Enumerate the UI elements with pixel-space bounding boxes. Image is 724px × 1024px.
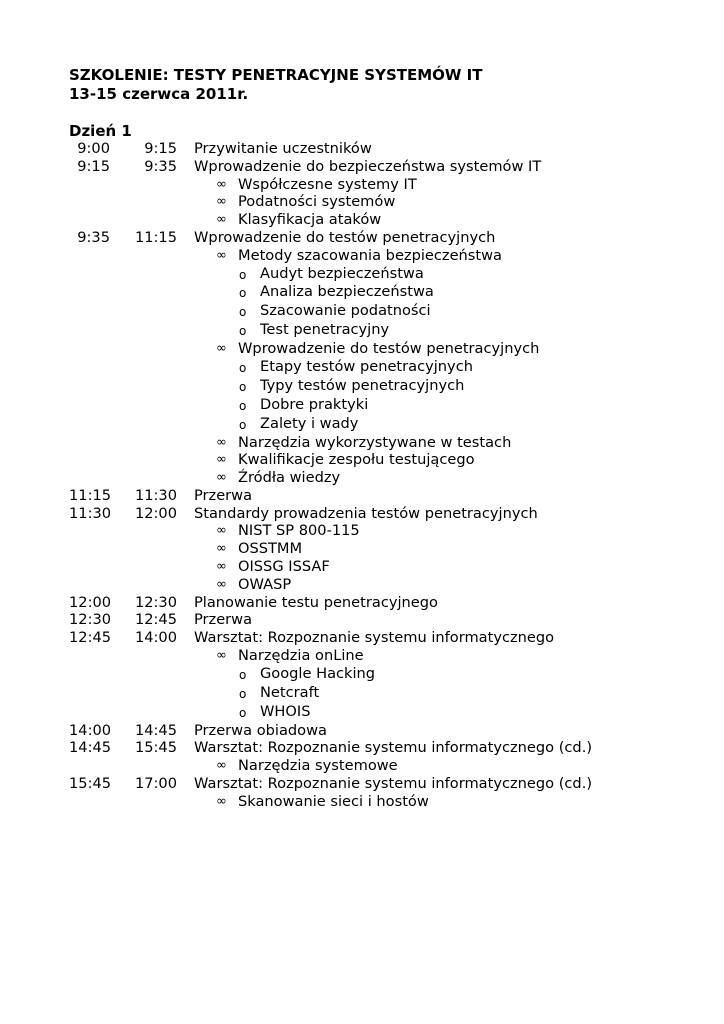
topic-list-item [69,576,689,594]
document-title: SZKOLENIE: TESTY PENETRACYJNE SYSTEMÓW IT [69,66,483,84]
subtopic-list-item [69,415,689,434]
circle-bullet-icon: o [239,305,247,320]
topic-list-item [69,558,689,576]
schedule-session-row [69,158,689,176]
topic-label: Narzędzia onLine [238,647,364,665]
topic-label: Współczesne systemy IT [238,175,417,193]
end-time: 12:45 [134,611,177,629]
end-time: 12:00 [134,504,177,522]
topic-list-item [69,522,689,540]
subtopic-label: Google Hacking [260,664,376,682]
topic-list-item [69,793,689,811]
topic-label: Podatności systemów [238,193,396,211]
subtopic-list-item [69,396,689,415]
topic-list-item [69,757,689,775]
schedule-list [69,140,689,811]
start-time: 14:00 [69,721,112,739]
subtopic-label: Szacowanie podatności [260,302,431,320]
schedule-session-row [69,505,689,523]
session-title: Przerwa obiadowa [194,721,327,739]
document-page [69,66,689,811]
session-title: Warsztat: Rozpoznanie systemu informatycznego [194,629,555,647]
start-time: 12:00 [69,593,112,611]
circle-bullet-icon: o [239,398,247,413]
infinity-bullet-icon: ∞ [216,212,227,228]
topic-list-item [69,247,689,265]
topic-label: Skanowanie sieci i hostów [238,792,429,810]
circle-bullet-icon: o [239,324,247,339]
topic-list-item [69,434,689,452]
subtopic-label: Etapy testów penetracyjnych [260,357,473,375]
session-title: Wprowadzenie do bezpieczeństwa systemów IT [194,157,542,175]
topic-label: OISSG ISSAF [238,558,330,576]
start-time: 11:15 [69,486,112,504]
circle-bullet-icon: o [239,286,247,301]
schedule-session-row [69,739,689,757]
start-time: 12:30 [69,611,112,629]
infinity-bullet-icon: ∞ [216,758,227,774]
infinity-bullet-icon: ∞ [216,434,227,450]
subtopic-label: Test penetracyjny [260,321,390,339]
schedule-session-row [69,775,689,793]
schedule-session-row [69,140,689,158]
subtopic-list-item [69,377,689,396]
subtopic-list-item [69,321,689,340]
topic-label: Narzędzia systemowe [238,757,398,775]
infinity-bullet-icon: ∞ [216,470,227,486]
topic-list-item [69,647,689,665]
topic-list-item [69,540,689,558]
infinity-bullet-icon: ∞ [216,559,227,575]
subtopic-list-item [69,358,689,377]
end-time: 14:45 [134,721,177,739]
topic-list-item [69,340,689,358]
session-title: Wprowadzenie do testów penetracyjnych [194,228,496,246]
schedule-session-row [69,629,689,647]
subtopic-label: Dobre praktyki [260,395,369,413]
schedule-session-row [69,229,689,247]
circle-bullet-icon: o [239,360,247,375]
infinity-bullet-icon: ∞ [216,523,227,539]
day-heading: Dzień 1 [69,122,132,140]
topic-list-item [69,193,689,211]
subtopic-list-item [69,665,689,684]
infinity-bullet-icon: ∞ [216,576,227,592]
topic-label: OWASP [238,575,292,593]
infinity-bullet-icon: ∞ [216,247,227,263]
topic-list-item [69,451,689,469]
subtopic-list-item [69,283,689,302]
schedule-session-row [69,487,689,505]
subtopic-label: Zalety i wady [260,414,359,432]
start-time: 9:00 [77,140,110,157]
infinity-bullet-icon: ∞ [216,793,227,809]
infinity-bullet-icon: ∞ [216,176,227,192]
end-time: 12:30 [134,593,177,611]
schedule-session-row [69,594,689,612]
end-time: 11:15 [134,228,177,246]
topic-list-item [69,176,689,194]
circle-bullet-icon: o [239,267,247,282]
session-title: Warsztat: Rozpoznanie systemu informatycznego (cd.) [194,774,593,792]
session-title: Przywitanie uczestników [194,140,372,157]
document-dates: 13-15 czerwca 2011r. [69,85,249,103]
end-time: 9:35 [144,157,177,175]
end-time: 17:00 [134,774,177,792]
infinity-bullet-icon: ∞ [216,648,227,664]
subtopic-label: Analiza bezpieczeństwa [260,283,434,301]
circle-bullet-icon: o [239,417,247,432]
infinity-bullet-icon: ∞ [216,194,227,210]
circle-bullet-icon: o [239,686,247,701]
session-title: Przerwa [194,611,253,629]
topic-label: Kwalifikacje zespołu testującego [238,451,475,469]
circle-bullet-icon: o [239,705,247,720]
topic-label: Źródła wiedzy [238,469,341,487]
start-time: 9:35 [77,228,110,246]
subtopic-label: WHOIS [260,702,311,720]
subtopic-list-item [69,684,689,703]
schedule-session-row [69,611,689,629]
session-title: Standardy prowadzenia testów penetracyjnych [194,504,538,522]
topic-label: Narzędzia wykorzystywane w testach [238,433,512,451]
topic-label: Klasyfikacja ataków [238,211,382,229]
topic-label: NIST SP 800-115 [238,522,360,540]
circle-bullet-icon: o [239,379,247,394]
topic-label: Wprowadzenie do testów penetracyjnych [238,340,540,358]
topic-list-item [69,211,689,229]
start-time: 12:45 [69,629,112,647]
subtopic-list-item [69,703,689,722]
topic-list-item [69,469,689,487]
subtopic-label: Audyt bezpieczeństwa [260,264,424,282]
subtopic-list-item [69,302,689,321]
subtopic-label: Typy testów penetracyjnych [260,376,465,394]
topic-label: OSSTMM [238,540,303,558]
infinity-bullet-icon: ∞ [216,541,227,557]
start-time: 15:45 [69,774,112,792]
infinity-bullet-icon: ∞ [216,452,227,468]
end-time: 9:15 [144,140,177,157]
session-title: Warsztat: Rozpoznanie systemu informatycznego (cd.) [194,739,593,757]
infinity-bullet-icon: ∞ [216,341,227,357]
subtopic-label: Netcraft [260,683,320,701]
session-title: Przerwa [194,486,253,504]
subtopic-list-item [69,265,689,284]
end-time: 14:00 [134,629,177,647]
start-time: 14:45 [69,739,112,757]
session-title: Planowanie testu penetracyjnego [194,593,438,611]
circle-bullet-icon: o [239,667,247,682]
end-time: 11:30 [134,486,177,504]
start-time: 9:15 [77,157,110,175]
schedule-session-row [69,722,689,740]
end-time: 15:45 [134,739,177,757]
start-time: 11:30 [69,504,112,522]
topic-label: Metody szacowania bezpieczeństwa [238,246,502,264]
